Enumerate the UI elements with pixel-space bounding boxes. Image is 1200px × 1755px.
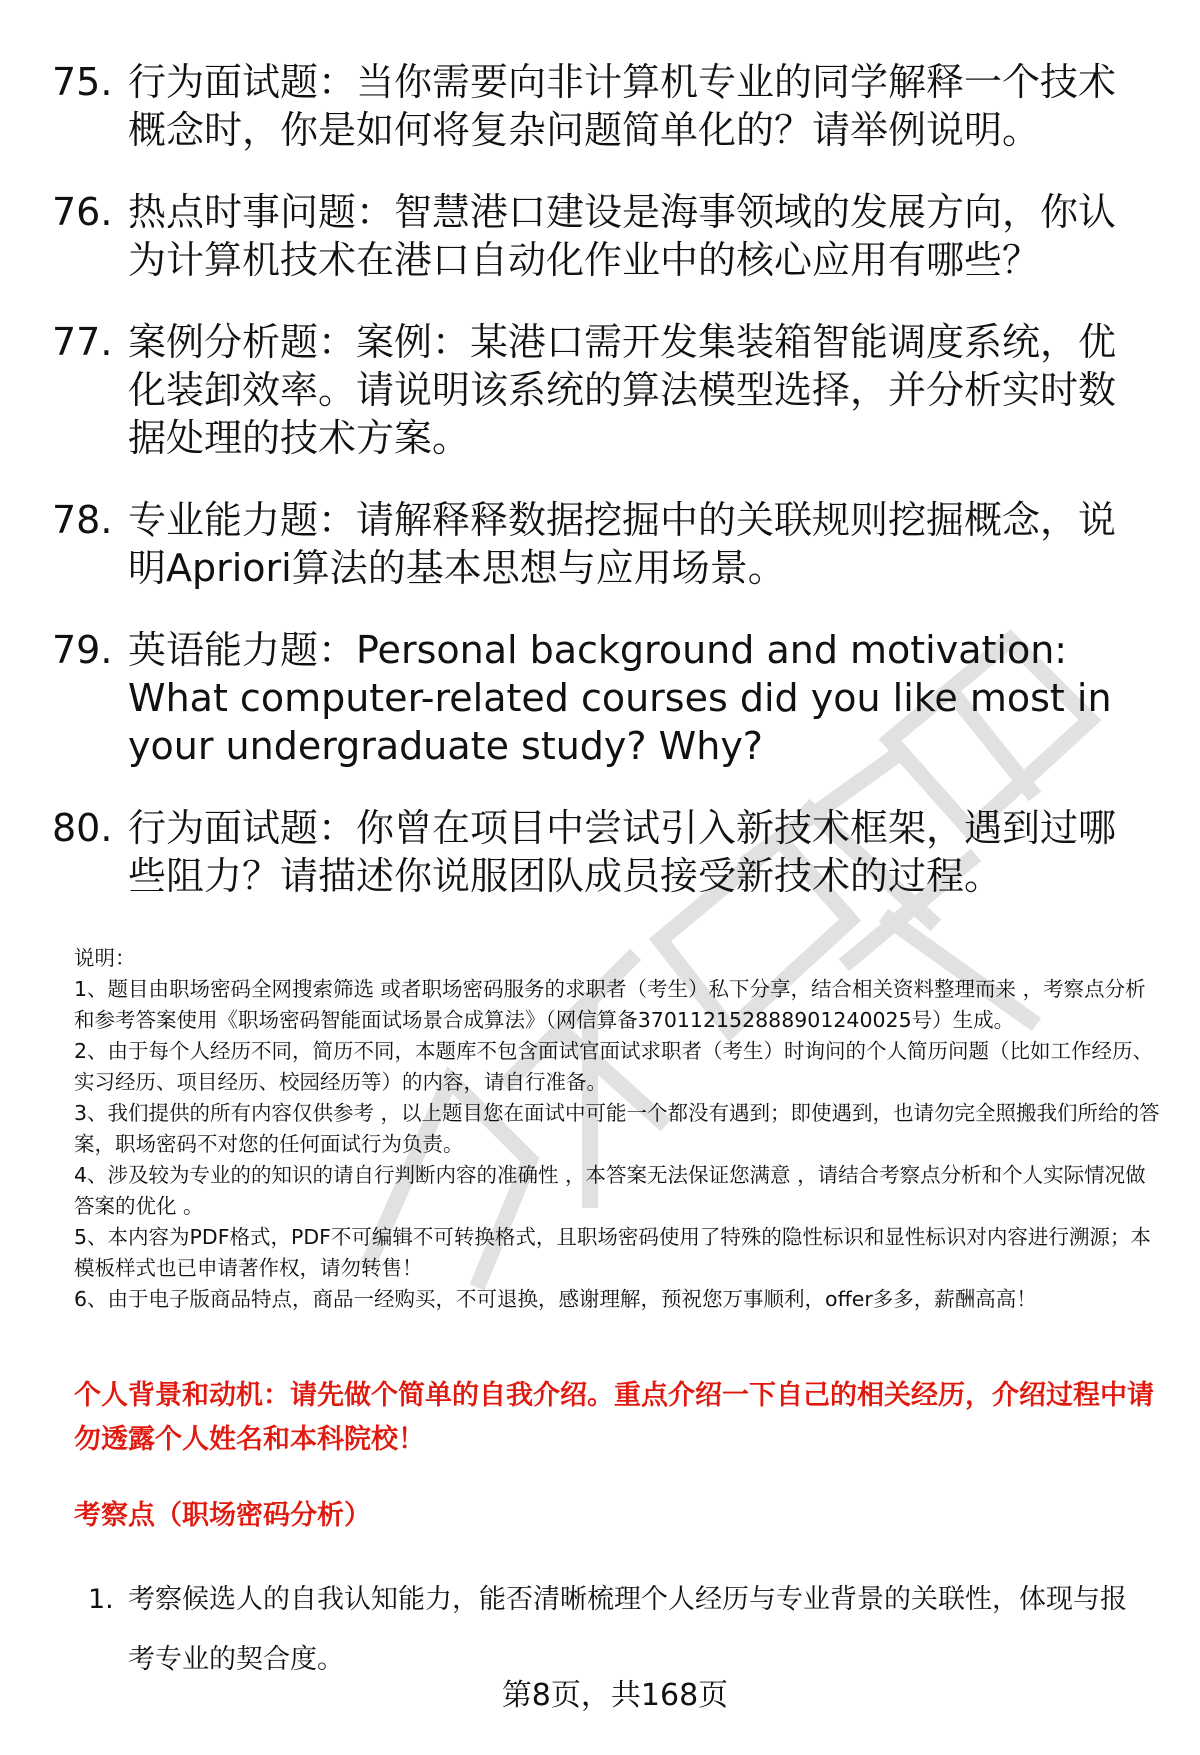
question-number: 77. [52,320,113,364]
question-item [52,626,1152,770]
question-text: 行为面试题：你曾在项目中尝试引入新技术框架，遇到过哪些阻力？请描述你说服团队成员接受新技术的过程。 [128,806,1117,898]
question-list [52,58,1152,934]
point-text: 考察候选人的自我认知能力，能否清晰梳理个人经历与专业背景的关联性，体现与报考专业的契合度。 [128,1584,1127,1675]
analysis-point [88,1570,1148,1690]
question-number: 78. [52,498,113,542]
question-text: 案例分析题：案例：某港口需开发集装箱智能调度系统，优化装卸效率。请说明该系统的算法模型选择，并分析实时数据处理的技术方案。 [128,320,1117,460]
question-text: 行为面试题：当你需要向非计算机专业的同学解释一个技术概念时，你是如何将复杂问题简单化的？请举例说明。 [128,60,1117,152]
note-item: 2、由于每个人经历不同，简历不同，本题库不包含面试官面试求职者（考生）时询问的个人简历问题（比如工作经历、实习经历、项目经历、校园经历等）的内容，请自行准备。 [74,1039,1154,1094]
note-item: 3、我们提供的所有内容仅供参考 ，以上题目您在面试中可能一个都没有遇到；即使遇到，也请勿完全照搬我们所给的答案，职场密码不对您的任何面试行为负责。 [74,1101,1160,1156]
question-item [52,804,1152,900]
notes-section [74,943,1164,1315]
question-number: 80. [52,806,113,850]
note-item: 6、由于电子版商品特点，商品一经购买，不可退换，感谢理解，预祝您万事顺利，offer多多，薪酬高高！ [74,1287,1037,1311]
note-item: 5、本内容为PDF格式，PDF不可编辑不可转换格式，且职场密码使用了特殊的隐性标识和显性标识对内容进行溯源；本模板样式也已申请著作权，请勿转售！ [74,1225,1151,1280]
question-text: 英语能力题：Personal background and motivation: What computer-related courses did you like most in your undergraduate study? Why? [128,628,1112,768]
question-text: 专业能力题：请解释释数据挖掘中的关联规则挖掘概念，说明Apriori算法的基本思想与应用场景。 [128,498,1117,590]
question-item [52,58,1152,154]
question-item [52,496,1152,592]
section-subheading: 考察点（职场密码分析） [74,1500,371,1531]
question-text: 热点时事问题：智慧港口建设是海事领域的发展方向，你认为计算机技术在港口自动化作业中的核心应用有哪些？ [128,190,1117,282]
point-number: 1. [88,1584,114,1615]
page-footer: 第8页，共168页 [501,1678,729,1713]
notes-title: 说明： [74,946,136,970]
question-number: 75. [52,60,113,104]
question-item [52,188,1152,284]
question-item [52,318,1152,462]
section-heading: 个人背景和动机：请先做个简单的自我介绍。重点介绍一下自己的相关经历，介绍过程中请勿透露个人姓名和本科院校！ [74,1380,1154,1455]
note-item: 1、题目由职场密码全网搜索筛选 或者职场密码服务的求职者（考生）私下分享，结合相关资料整理而来 ，考察点分析和参考答案使用《职场密码智能面试场景合成算法》（网信算备370112152888901240025号）生成。 [74,977,1146,1032]
question-number: 76. [52,190,113,234]
question-number: 79. [52,628,113,672]
note-item: 4、涉及较为专业的的知识的请自行判断内容的准确性 ，本答案无法保证您满意 ，请结合考察点分析和个人实际情况做答案的优化 。 [74,1163,1146,1218]
